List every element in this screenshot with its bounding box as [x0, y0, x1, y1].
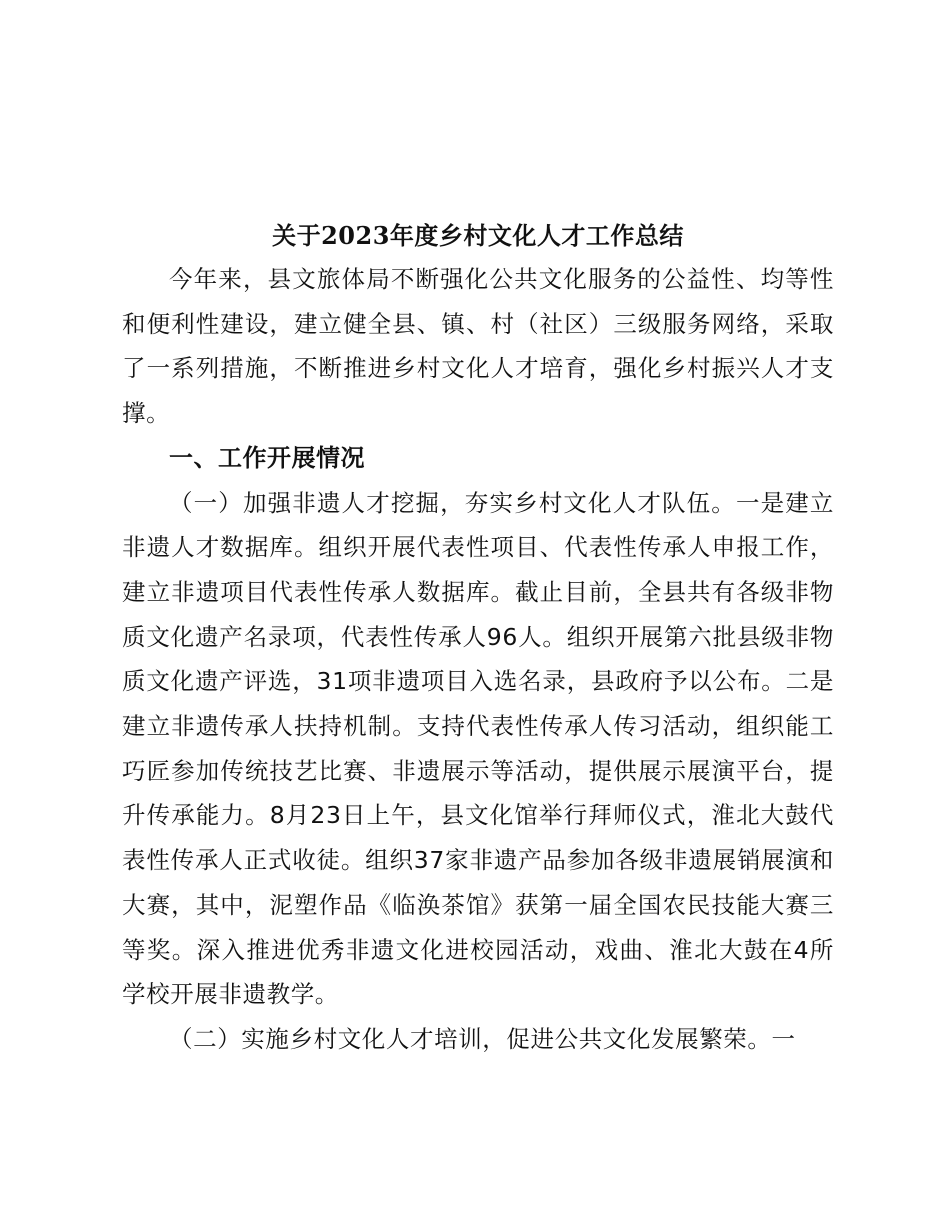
section-heading: 一、工作开展情况 [169, 443, 365, 472]
subsection-2-paragraph: （二）实施乡村文化人才培训，促进公共文化发展繁荣。一 [169, 1024, 796, 1053]
intro-paragraph: 今年来，县文旅体局不断强化公共文化服务的公益性、均等性和便利性建设，建立健全县、镇、村（社区）三级服务网络，采取了一系列措施，不断推进乡村文化人才培育，强化乡村振兴人才支撑。 [122, 265, 834, 428]
subsection-1-paragraph: （一）加强非遗人才挖掘，夯实乡村文化人才队伍。一是建立非遗人才数据库。组织开展代表性项目、代表性传承人申报工作，建立非遗项目代表性传承人数据库。截止目前，全县共有各级非物质文化遗产名录项，代表性传承人96人。组织开展第六批县级非物质文化遗产评选，31项非遗项目入选名录，县政府予以公布。二是建立非遗传承人扶持机制。支持代表性传承人传习活动，组织能工巧匠参加传统技艺比赛、非遗展示等活动，提供展示展演平台，提升传承能力。8月23日上午，县文化馆举行拜师仪式，淮北大鼓代表性传承人正式收徒。组织37家非遗产品参加各级非遗展销展演和大赛，其中，泥塑作品《临涣茶馆》获第一届全国农民技能大赛三等奖。深入推进优秀非遗文化进校园活动，戏曲、淮北大鼓在4所学校开展非遗教学。 [122, 488, 834, 1009]
document-body [122, 218, 834, 1062]
document-title: 关于2023年度乡村文化人才工作总结 [272, 221, 684, 250]
